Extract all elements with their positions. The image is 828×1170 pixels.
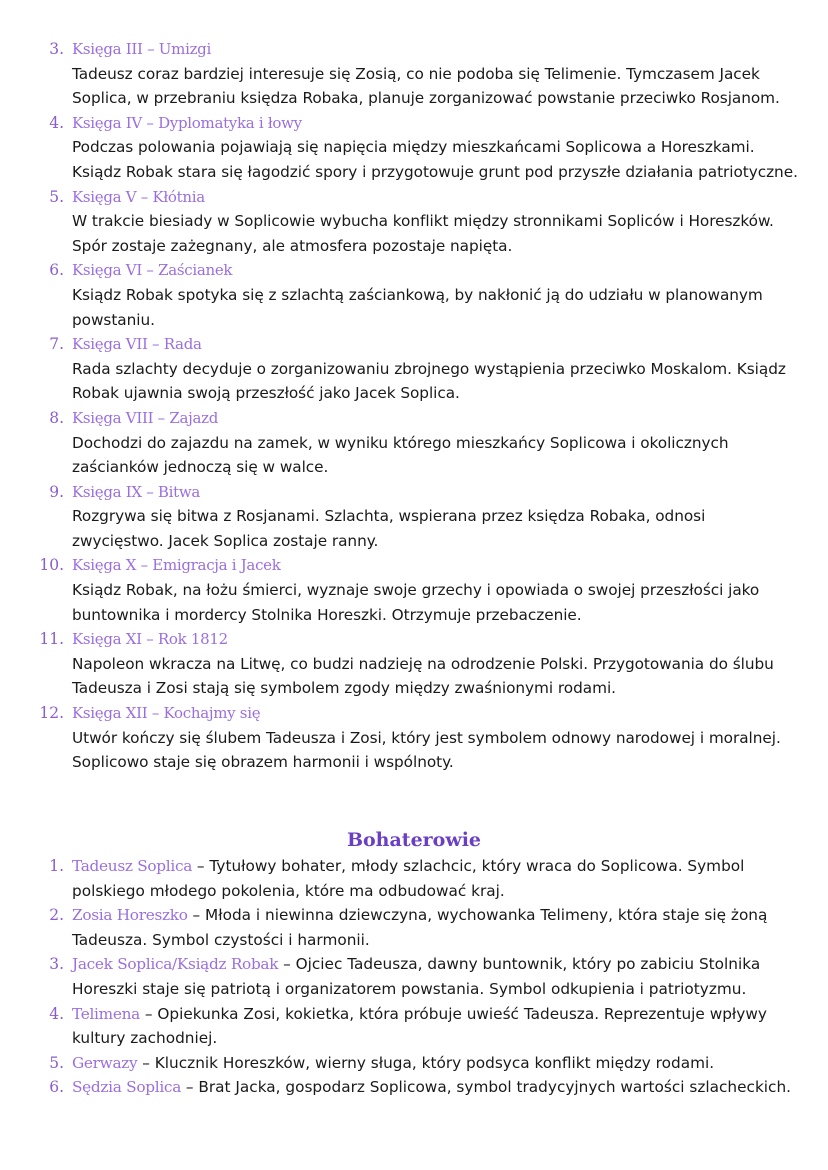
character-name: Gerwazy xyxy=(72,1053,138,1072)
item-number: 3. xyxy=(49,40,64,58)
character-name: Jacek Soplica/Ksiądz Robak xyxy=(72,955,279,974)
character-entry xyxy=(72,1051,800,1076)
book-title: Księga IX – Bitwa xyxy=(72,482,201,501)
character-description: – Brat Jacka, gospodarz Soplicowa, symbol tradycyjnych wartości szlacheckich. xyxy=(181,1078,792,1097)
item-number: 10. xyxy=(39,556,64,575)
item-number: 1. xyxy=(49,857,64,875)
book-description: Napoleon wkracza na Litwę, co budzi nadzieję na odrodzenie Polski. Przygotowania do ślubu Tadeusza i Zosi stają się symbolem zgody między zwaśnionymi rodami. xyxy=(72,654,774,698)
character-description: – Klucznik Horeszków, wierny sługa, który podsyca konflikt między rodami. xyxy=(137,1053,715,1072)
list-item xyxy=(0,854,828,903)
item-number: 4. xyxy=(49,113,64,132)
book-summary-list xyxy=(0,37,828,775)
list-item xyxy=(0,1051,828,1076)
book-title: Księga III – Umizgi xyxy=(72,40,211,58)
list-item xyxy=(0,1002,828,1051)
book-description: Podczas polowania pojawiają się napięcia między mieszkańcami Soplicowa a Horeszkami. Ksiądz Robak stara się łagodzić spory i przygotowuje grunt pod przyszłe działania patriotyczne. xyxy=(72,138,798,181)
book-title: Księga XI – Rok 1812 xyxy=(72,630,228,649)
character-name: Telimena xyxy=(72,1004,140,1023)
book-description: Utwór kończy się ślubem Tadeusza i Zosi, który jest symbolem odnowy narodowej i moralnej. Soplicowo staje się obrazem harmonii i wspólnoty. xyxy=(72,728,781,772)
item-number: 2. xyxy=(49,906,64,925)
book-title: Księga VIII – Zajazd xyxy=(72,408,218,427)
character-description: – Opiekunka Zosi, kokietka, która próbuje uwieść Tadeusza. Reprezentuje wpływy kultury zachodniej. xyxy=(72,1004,767,1048)
item-number: 11. xyxy=(39,630,64,649)
book-description: W trakcie biesiady w Soplicowie wybucha konflikt między stronnikami Sopliców i Horeszków. Spór zostaje zażegnany, ale atmosfera pozostaje napięta. xyxy=(72,212,774,255)
list-item xyxy=(0,553,828,627)
character-entry xyxy=(72,854,800,903)
section-heading: Bohaterowie xyxy=(346,828,482,851)
item-number: 6. xyxy=(49,1078,64,1097)
character-description: – Tytułowy bohater, młody szlachcic, który wraca do Soplicowa. Symbol polskiego młodego pokolenia, które ma odbudować kraj. xyxy=(72,857,745,900)
item-number: 8. xyxy=(49,408,64,427)
item-number: 5. xyxy=(49,1053,64,1072)
book-description: Ksiądz Robak spotyka się z szlachtą zaściankową, by nakłonić ją do udziału w planowanym powstaniu. xyxy=(72,285,763,329)
list-item xyxy=(0,627,828,701)
item-number: 4. xyxy=(49,1004,64,1023)
character-description: – Ojciec Tadeusza, dawny buntownik, który po zabiciu Stolnika Horeszki staje się patriotą i organizatorem powstania. Symbol odkupienia i patriotyzmu. xyxy=(72,955,761,998)
book-description: Rozgrywa się bitwa z Rosjanami. Szlachta, wspierana przez księdza Robaka, odnosi zwycięstwo. Jacek Soplica zostaje ranny. xyxy=(72,507,706,550)
item-number: 9. xyxy=(49,482,64,501)
character-name: Sędzia Soplica xyxy=(72,1078,182,1097)
character-name: Tadeusz Soplica xyxy=(72,857,193,875)
character-entry xyxy=(72,903,800,952)
list-item xyxy=(0,1075,828,1100)
character-description: – Młoda i niewinna dziewczyna, wychowanka Telimeny, która staje się żoną Tadeusza. Symbol czystości i harmonii. xyxy=(72,906,768,949)
book-title: Księga VII – Rada xyxy=(72,335,202,354)
list-item xyxy=(0,37,828,111)
list-item xyxy=(0,903,828,952)
item-number: 12. xyxy=(39,704,64,723)
book-description: Dochodzi do zajazdu na zamek, w wyniku którego mieszkańcy Soplicowa i okolicznych zaścianków jednoczą się w walce. xyxy=(72,433,729,477)
list-item xyxy=(0,701,828,775)
book-title: Księga XII – Kochajmy się xyxy=(72,704,261,723)
list-item xyxy=(0,185,828,259)
list-item xyxy=(0,480,828,554)
book-title: Księga VI – Zaścianek xyxy=(72,261,233,280)
list-item xyxy=(0,406,828,480)
book-title: Księga V – Kłótnia xyxy=(72,187,205,206)
book-description: Ksiądz Robak, na łożu śmierci, wyznaje swoje grzechy i opowiada o swojej przeszłości jako buntownika i mordercy Stolnika Horeszki. Otrzymuje przebaczenie. xyxy=(72,581,760,624)
item-number: 6. xyxy=(49,261,64,280)
item-number: 7. xyxy=(49,335,64,354)
list-item xyxy=(0,111,828,185)
list-item xyxy=(0,952,828,1001)
book-description: Rada szlachty decyduje o zorganizowaniu zbrojnego wystąpienia przeciwko Moskalom. Ksiądz Robak ujawnia swoją przeszłość jako Jacek Soplica. xyxy=(72,359,786,403)
character-entry xyxy=(72,1002,800,1051)
item-number: 5. xyxy=(49,187,64,206)
character-entry xyxy=(72,1075,800,1100)
book-title: Księga IV – Dyplomatyka i łowy xyxy=(72,113,302,132)
character-entry xyxy=(72,952,800,1001)
book-description: Tadeusz coraz bardziej interesuje się Zosią, co nie podoba się Telimenie. Tymczasem Jacek Soplica, w przebraniu księdza Robaka, planuje zorganizować powstanie przeciwko Rosjanom. xyxy=(72,64,780,108)
characters-list xyxy=(0,854,828,1100)
character-name: Zosia Horeszko xyxy=(72,906,188,925)
book-title: Księga X – Emigracja i Jacek xyxy=(72,556,281,575)
list-item xyxy=(0,332,828,406)
list-item xyxy=(0,258,828,332)
item-number: 3. xyxy=(49,955,64,974)
